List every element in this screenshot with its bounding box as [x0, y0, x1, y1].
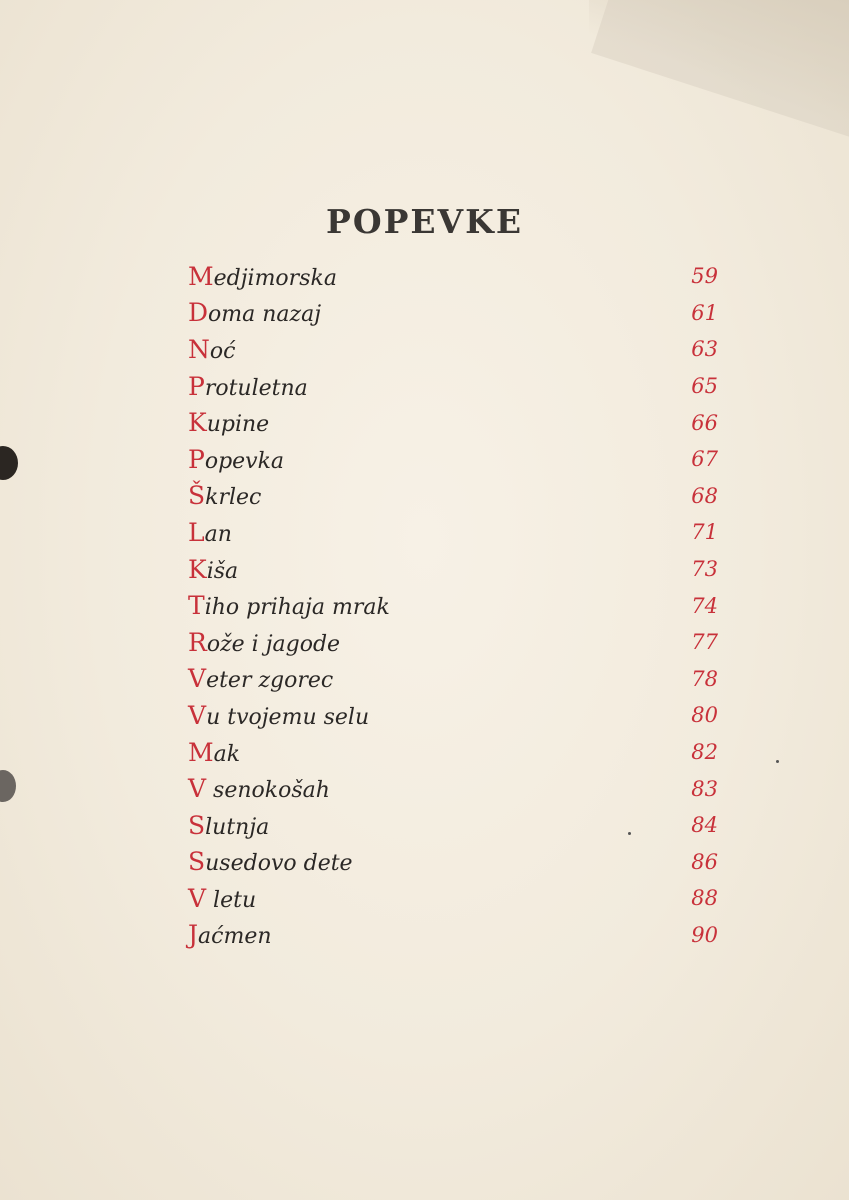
toc-entry [188, 478, 718, 515]
toc-entry-rest: edjimorska [213, 265, 337, 291]
toc-entry-title [188, 920, 272, 949]
toc-entry-initial: T [188, 591, 205, 621]
toc-entry-page-number: 73 [691, 557, 718, 582]
toc-entry [188, 368, 718, 405]
table-of-contents [188, 258, 718, 953]
toc-entry-rest: eter zgorec [206, 668, 334, 694]
toc-entry-initial: V [188, 774, 207, 804]
toc-entry-rest: krlec [205, 485, 262, 511]
binding-hole-bottom [0, 770, 16, 802]
toc-entry-initial: K [188, 408, 207, 438]
toc-entry-page-number: 77 [691, 630, 718, 655]
toc-entry-page-number: 86 [691, 849, 718, 874]
toc-entry-page-number: 59 [691, 264, 718, 289]
toc-entry-rest: rotuletna [204, 375, 308, 401]
toc-entry-page-number: 84 [691, 813, 718, 838]
toc-entry [188, 844, 718, 881]
toc-entry-rest: ak [213, 741, 241, 767]
toc-entry-initial: R [188, 627, 207, 657]
toc-entry-initial: P [188, 444, 205, 474]
toc-entry-title [188, 481, 261, 510]
toc-entry-title [188, 738, 240, 767]
toc-entry-title [188, 555, 238, 584]
toc-entry-initial: V [188, 664, 207, 694]
toc-entry-title [188, 262, 337, 291]
toc-entry [188, 880, 718, 917]
toc-entry-initial: Š [188, 481, 206, 511]
toc-entry-rest: letu [206, 887, 257, 913]
toc-entry-rest: senokošah [206, 778, 330, 804]
toc-entry-title [188, 774, 330, 803]
toc-entry-title [188, 298, 321, 327]
toc-entry-rest: aćmen [198, 924, 272, 950]
toc-entry-initial: D [188, 298, 209, 328]
toc-entry-page-number: 78 [691, 666, 718, 691]
toc-entry-rest: oma nazaj [208, 302, 322, 328]
toc-entry-rest: usedovo dete [205, 851, 353, 877]
toc-entry-rest: upine [206, 412, 270, 438]
toc-entry [188, 917, 718, 954]
toc-entry [188, 441, 718, 478]
toc-entry-title [188, 811, 269, 840]
toc-entry-rest: ože i jagode [206, 631, 341, 657]
toc-entry [188, 734, 718, 771]
toc-entry-initial: J [188, 920, 199, 950]
toc-entry-title [188, 335, 235, 364]
toc-entry-rest: iša [206, 558, 239, 584]
binding-hole-top [0, 446, 18, 480]
toc-entry-page-number: 65 [691, 374, 718, 399]
ink-speck [776, 760, 779, 763]
toc-entry-title [188, 591, 390, 620]
toc-entry-page-number: 61 [691, 300, 718, 325]
toc-entry-rest: oć [209, 338, 236, 364]
toc-entry [188, 295, 718, 332]
toc-entry-initial: V [188, 700, 207, 730]
toc-entry-page-number: 71 [691, 520, 718, 545]
toc-entry-initial: L [188, 517, 205, 547]
toc-entry-page-number: 67 [691, 447, 718, 472]
toc-entry [188, 697, 718, 734]
toc-entry-title [188, 372, 308, 401]
toc-entry-rest: an [204, 521, 232, 547]
toc-entry [188, 514, 718, 551]
toc-entry [188, 661, 718, 698]
toc-entry-title [188, 445, 284, 474]
toc-entry-initial: K [188, 554, 207, 584]
toc-entry [188, 587, 718, 624]
toc-entry-title [188, 664, 333, 693]
toc-entry-title [188, 847, 353, 876]
toc-entry-title [188, 408, 269, 437]
toc-entry-rest: u tvojemu selu [206, 704, 370, 730]
toc-entry-title [188, 701, 369, 730]
toc-entry [188, 807, 718, 844]
toc-entry [188, 258, 718, 295]
toc-entry-page-number: 66 [691, 410, 718, 435]
toc-entry-page-number: 83 [691, 776, 718, 801]
paper-corner-shadow [589, 0, 849, 120]
toc-entry-initial: N [188, 334, 210, 364]
toc-entry-initial: M [188, 737, 214, 767]
toc-entry-title [188, 518, 232, 547]
page-title: POPEVKE [326, 202, 523, 241]
toc-entry [188, 770, 718, 807]
toc-entry-rest: lutnja [205, 814, 270, 840]
toc-entry [188, 551, 718, 588]
toc-entry-title [188, 884, 256, 913]
toc-entry-page-number: 90 [691, 922, 718, 947]
toc-entry-initial: S [188, 810, 206, 840]
toc-entry-initial: S [188, 847, 206, 877]
toc-entry [188, 404, 718, 441]
toc-entry-title [188, 628, 340, 657]
toc-entry-page-number: 68 [691, 483, 718, 508]
toc-entry-page-number: 63 [691, 337, 718, 362]
toc-entry-page-number: 88 [691, 886, 718, 911]
toc-entry-initial: V [188, 883, 207, 913]
toc-entry-rest: iho prihaja mrak [204, 595, 390, 621]
toc-entry-rest: opevka [204, 448, 285, 474]
toc-entry-initial: M [188, 261, 214, 291]
toc-entry-page-number: 80 [691, 703, 718, 728]
toc-entry-initial: P [188, 371, 205, 401]
toc-entry-page-number: 74 [691, 593, 718, 618]
toc-entry [188, 331, 718, 368]
toc-entry-page-number: 82 [691, 740, 718, 765]
toc-entry [188, 624, 718, 661]
